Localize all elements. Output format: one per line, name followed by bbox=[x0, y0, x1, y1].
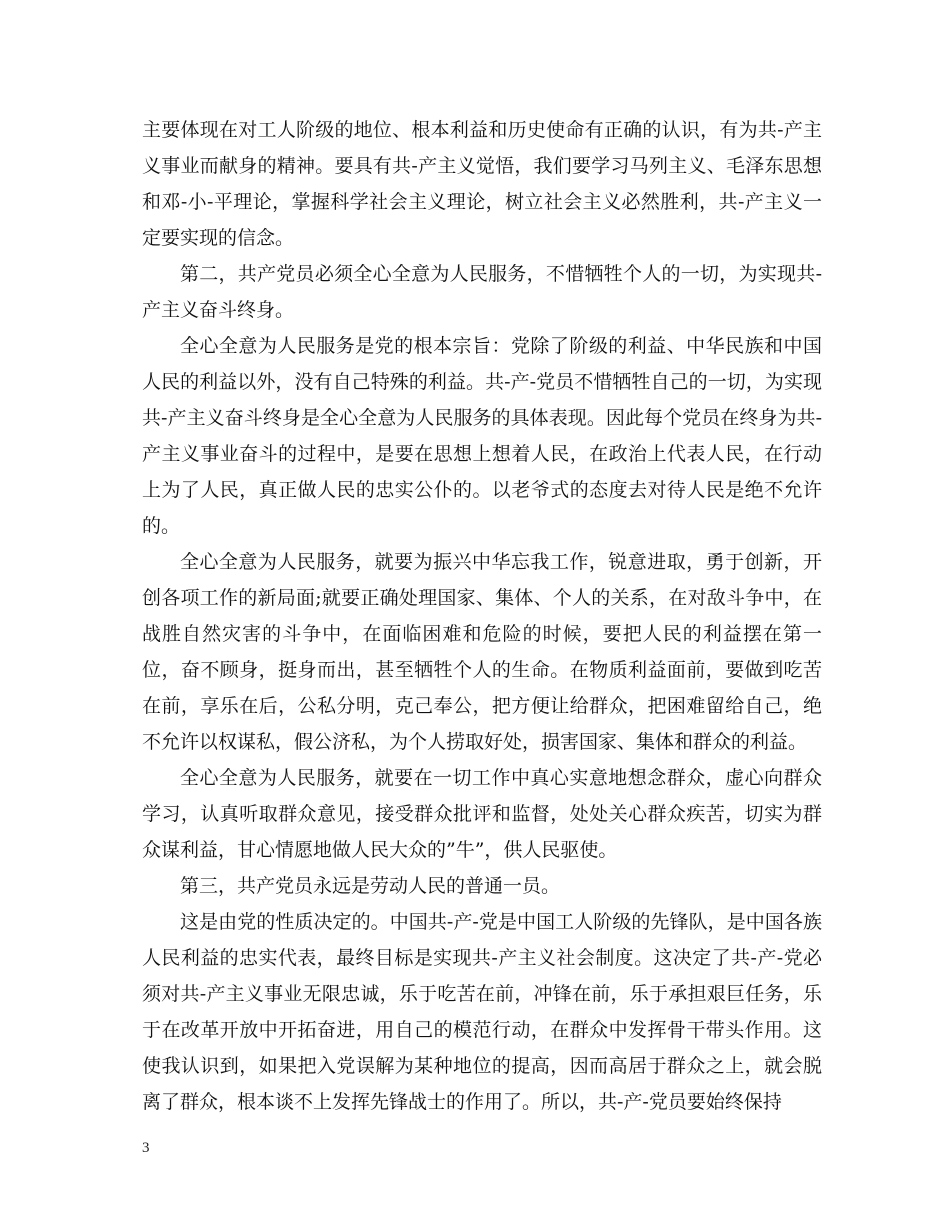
page-number: 3 bbox=[142, 1140, 150, 1156]
paragraph-5: 全心全意为人民服务，就要在一切工作中真心实意地想念群众，虚心向群众学习，认真听取群众意见，接受群众批评和监督，处处关心群众疾苦，切实为群众谋利益，甘心情愿地做人民大众的”牛”，供人民驱使。 bbox=[142, 767, 822, 861]
paragraph-3: 全心全意为人民服务是党的根本宗旨：党除了阶级的利益、中华民族和中国人民的利益以外，没有自己特殊的利益。共-产-党员不惜牺牲自己的一切，为实现共-产主义奋斗终身是全心全意为人民服务的具体表现。因此每个党员在终身为共-产主义事业奋斗的过程中，是要在思想上想着人民，在政治上代表人民，在行动上为了人民，真正做人民的忠实公仆的。以老爷式的态度去对待人民是绝不允许的。 bbox=[142, 335, 822, 537]
paragraph-6: 第三，共产党员永远是劳动人民的普通一员。 bbox=[180, 875, 561, 897]
paragraph-2: 第二，共产党员必须全心全意为人民服务，不惜牺牲个人的一切，为实现共-产主义奋斗终身。 bbox=[142, 263, 822, 321]
paragraph-4: 全心全意为人民服务，就要为振兴中华忘我工作，锐意进取，勇于创新，开创各项工作的新局面;就要正确处理国家、集体、个人的关系，在对敌斗争中，在战胜自然灾害的斗争中，在面临困难和危险的时候，要把人民的利益摆在第一位，奋不顾身，挺身而出，甚至牺牲个人的生命。在物质利益面前，要做到吃苦在前，享乐在后，公私分明，克己奉公，把方便让给群众，把困难留给自己，绝不允许以权谋私，假公济私，为个人捞取好处，损害国家、集体和群众的利益。 bbox=[142, 551, 822, 753]
paragraph-7: 这是由党的性质决定的。中国共-产-党是中国工人阶级的先锋队，是中国各族人民利益的忠实代表，最终目标是实现共-产主义社会制度。这决定了共-产-党必须对共-产主义事业无限忠诚，乐于吃苦在前，冲锋在前，乐于承担艰巨任务，乐于在改革开放中开拓奋进，用自己的模范行动，在群众中发挥骨干带头作用。这使我认识到，如果把入党误解为某种地位的提高，因而高居于群众之上，就会脱离了群众，根本谈不上发挥先锋战士的作用了。所以，共-产-党员要始终保持 bbox=[142, 911, 822, 1113]
document-body bbox=[142, 112, 822, 1120]
paragraph-1: 主要体现在对工人阶级的地位、根本利益和历史使命有正确的认识，有为共-产主义事业而献身的精神。要具有共-产主义觉悟，我们要学习马列主义、毛泽东思想和邓-小-平理论，掌握科学社会主义理论，树立社会主义必然胜利，共-产主义一定要实现的信念。 bbox=[142, 119, 822, 249]
